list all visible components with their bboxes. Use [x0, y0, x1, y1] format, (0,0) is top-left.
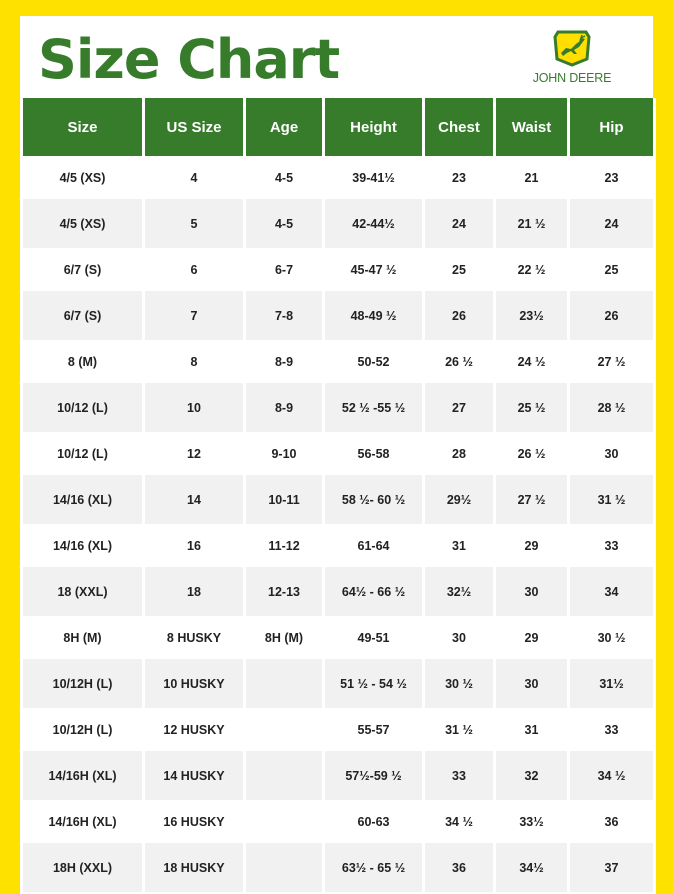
table-cell: 10/12H (L): [22, 658, 144, 709]
table-row: [22, 290, 655, 341]
table-cell: 10/12 (L): [22, 433, 144, 474]
table-cell: 11-12: [245, 525, 324, 566]
table-cell: 8H (M): [22, 617, 144, 658]
table-cell: 23: [424, 157, 495, 198]
table-cell: 58 ½- 60 ½: [324, 474, 424, 525]
table-cell: 24: [424, 198, 495, 249]
table-cell: 6-7: [245, 249, 324, 290]
table-cell: 26 ½: [424, 341, 495, 382]
table-body: [22, 157, 655, 893]
table-cell: 23½: [495, 290, 569, 341]
column-header-us-size: US Size: [144, 98, 245, 157]
table-cell: 18: [144, 566, 245, 617]
page-title: Size Chart: [38, 28, 340, 91]
table-cell: 27: [424, 382, 495, 433]
table-cell: 31 ½: [569, 474, 655, 525]
table-cell: [245, 842, 324, 893]
table-row: [22, 525, 655, 566]
table-cell: 12: [144, 433, 245, 474]
table-cell: 61-64: [324, 525, 424, 566]
table-cell: 50-52: [324, 341, 424, 382]
table-cell: 24: [569, 198, 655, 249]
table-row: [22, 341, 655, 382]
table-cell: 9-10: [245, 433, 324, 474]
table-row: [22, 801, 655, 842]
table-cell: 8: [144, 341, 245, 382]
table-cell: 55-57: [324, 709, 424, 750]
table-row: [22, 709, 655, 750]
table-cell: 10 HUSKY: [144, 658, 245, 709]
table-cell: 14/16 (XL): [22, 474, 144, 525]
table-cell: 31: [424, 525, 495, 566]
deer-logo-icon: [552, 29, 592, 67]
table-cell: 14 HUSKY: [144, 750, 245, 801]
size-table: [20, 98, 656, 894]
column-header-waist: Waist: [495, 98, 569, 157]
table-cell: 4/5 (XS): [22, 198, 144, 249]
table-cell: 27 ½: [569, 341, 655, 382]
table-cell: 28 ½: [569, 382, 655, 433]
table-cell: 34 ½: [569, 750, 655, 801]
table-row: [22, 249, 655, 290]
table-cell: 30: [495, 658, 569, 709]
table-cell: 5: [144, 198, 245, 249]
table-cell: 49-51: [324, 617, 424, 658]
table-cell: 48-49 ½: [324, 290, 424, 341]
table-cell: 31 ½: [424, 709, 495, 750]
table-cell: 33½: [495, 801, 569, 842]
column-header-chest: Chest: [424, 98, 495, 157]
table-cell: 12 HUSKY: [144, 709, 245, 750]
table-row: [22, 198, 655, 249]
table-cell: 29½: [424, 474, 495, 525]
table-cell: 14/16H (XL): [22, 801, 144, 842]
table-cell: 18 HUSKY: [144, 842, 245, 893]
table-cell: 12-13: [245, 566, 324, 617]
brand-name: JOHN DEERE: [532, 71, 612, 85]
table-cell: 23: [569, 157, 655, 198]
table-cell: 60-63: [324, 801, 424, 842]
table-cell: 27 ½: [495, 474, 569, 525]
table-cell: 30: [495, 566, 569, 617]
table-cell: 45-47 ½: [324, 249, 424, 290]
table-cell: 4-5: [245, 157, 324, 198]
table-row: [22, 433, 655, 474]
table-cell: 63½ - 65 ½: [324, 842, 424, 893]
table-cell: 32: [495, 750, 569, 801]
table-cell: 36: [569, 801, 655, 842]
table-cell: 6: [144, 249, 245, 290]
table-cell: 8 (M): [22, 341, 144, 382]
table-cell: 10: [144, 382, 245, 433]
table-row: [22, 474, 655, 525]
table-cell: 26 ½: [495, 433, 569, 474]
table-cell: 16 HUSKY: [144, 801, 245, 842]
table-cell: 29: [495, 617, 569, 658]
table-row: [22, 750, 655, 801]
table-cell: 36: [424, 842, 495, 893]
table-cell: 34 ½: [424, 801, 495, 842]
table-cell: 14/16H (XL): [22, 750, 144, 801]
table-row: [22, 658, 655, 709]
table-cell: 21: [495, 157, 569, 198]
table-cell: [245, 709, 324, 750]
table-cell: 10-11: [245, 474, 324, 525]
table-row: [22, 157, 655, 198]
table-row: [22, 617, 655, 658]
table-cell: 6/7 (S): [22, 249, 144, 290]
column-header-size: Size: [22, 98, 144, 157]
table-cell: 64½ - 66 ½: [324, 566, 424, 617]
table-cell: 25: [569, 249, 655, 290]
column-header-height: Height: [324, 98, 424, 157]
column-header-age: Age: [245, 98, 324, 157]
table-cell: 6/7 (S): [22, 290, 144, 341]
table-cell: 30 ½: [424, 658, 495, 709]
table-cell: 28: [424, 433, 495, 474]
table-cell: 33: [569, 709, 655, 750]
table-cell: 26: [569, 290, 655, 341]
table-cell: 21 ½: [495, 198, 569, 249]
table-cell: 30 ½: [569, 617, 655, 658]
table-cell: 18H (XXL): [22, 842, 144, 893]
table-cell: 56-58: [324, 433, 424, 474]
table-cell: [245, 658, 324, 709]
table-cell: 10/12 (L): [22, 382, 144, 433]
table-cell: 8H (M): [245, 617, 324, 658]
table-row: [22, 382, 655, 433]
table-cell: 33: [424, 750, 495, 801]
table-row: [22, 566, 655, 617]
table-cell: 4/5 (XS): [22, 157, 144, 198]
table-cell: 4-5: [245, 198, 324, 249]
table-header-row: [22, 98, 655, 157]
size-chart-card: [20, 16, 653, 875]
table-cell: [245, 801, 324, 842]
table-cell: 8-9: [245, 382, 324, 433]
table-cell: 26: [424, 290, 495, 341]
table-cell: 39-41½: [324, 157, 424, 198]
table-cell: 7: [144, 290, 245, 341]
table-cell: 29: [495, 525, 569, 566]
column-header-hip: Hip: [569, 98, 655, 157]
table-cell: 22 ½: [495, 249, 569, 290]
table-cell: 32½: [424, 566, 495, 617]
table-cell: 18 (XXL): [22, 566, 144, 617]
table-cell: 33: [569, 525, 655, 566]
table-cell: 25 ½: [495, 382, 569, 433]
table-cell: 31½: [569, 658, 655, 709]
table-cell: 14/16 (XL): [22, 525, 144, 566]
table-cell: 51 ½ - 54 ½: [324, 658, 424, 709]
table-cell: 16: [144, 525, 245, 566]
table-cell: 34: [569, 566, 655, 617]
table-cell: 10/12H (L): [22, 709, 144, 750]
table-cell: 52 ½ -55 ½: [324, 382, 424, 433]
table-cell: 4: [144, 157, 245, 198]
table-cell: 30: [424, 617, 495, 658]
table-cell: 57½-59 ½: [324, 750, 424, 801]
table-cell: 14: [144, 474, 245, 525]
table-cell: 34½: [495, 842, 569, 893]
table-cell: 37: [569, 842, 655, 893]
table-cell: [245, 750, 324, 801]
table-row: [22, 842, 655, 893]
table-cell: 24 ½: [495, 341, 569, 382]
table-cell: 42-44½: [324, 198, 424, 249]
table-cell: 8-9: [245, 341, 324, 382]
table-cell: 7-8: [245, 290, 324, 341]
table-cell: 30: [569, 433, 655, 474]
table-cell: 25: [424, 249, 495, 290]
table-cell: 8 HUSKY: [144, 617, 245, 658]
brand-logo: [526, 29, 618, 89]
table-cell: 31: [495, 709, 569, 750]
